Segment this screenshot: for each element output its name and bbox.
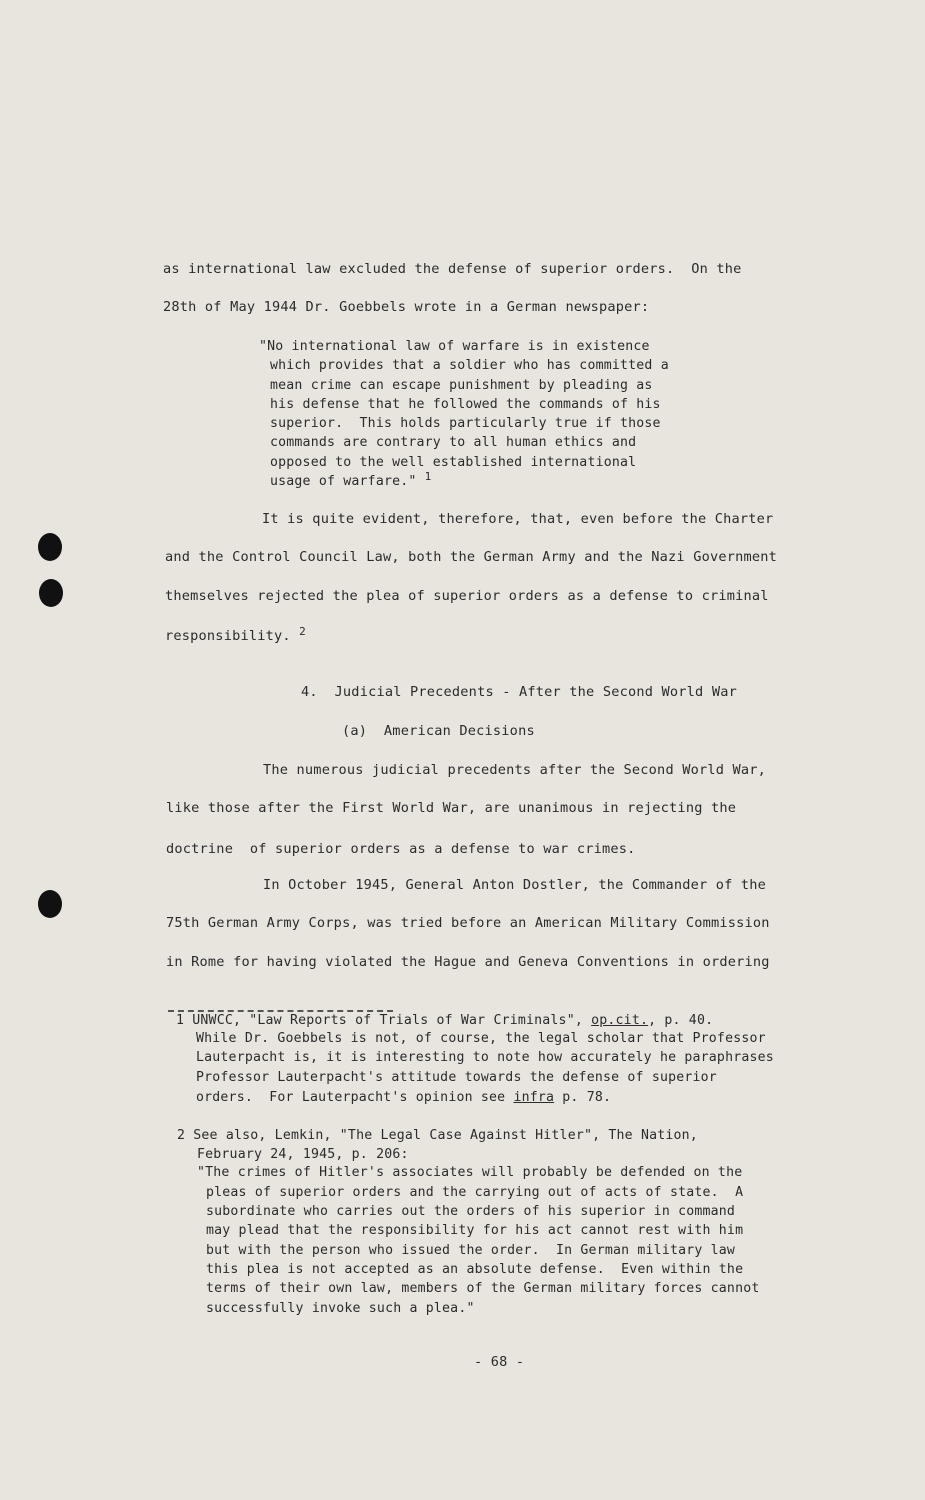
footnote-mark: 2 (177, 1128, 186, 1143)
footnote-1-line (176, 1012, 713, 1030)
footnote-text: UNWCC, "Law Reports of Trials of War Criminals", (192, 1013, 592, 1028)
body-line: as international law excluded the defense of superior orders. On the (163, 261, 742, 277)
footnote-2-line: successfully invoke such a plea." (206, 1301, 475, 1316)
footnote-2-line: may plead that the responsibility for his act cannot rest with him (206, 1223, 744, 1238)
footnote-ref-2: 2 (299, 625, 306, 638)
body-line: like those after the First World War, are unanimous in rejecting the (166, 800, 737, 816)
quote-line: his defense that he followed the commands of his (270, 397, 661, 412)
punch-hole-middle (39, 579, 63, 607)
body-line: 28th of May 1944 Dr. Goebbels wrote in a German newspaper: (163, 299, 650, 315)
footnote-1-line: Lauterpacht is, it is interesting to note how accurately he paraphrases (196, 1050, 774, 1065)
footnote-1-line: While Dr. Goebbels is not, of course, the legal scholar that Professor (196, 1031, 766, 1046)
punch-hole-top (38, 533, 62, 561)
footnote-citation: infra (513, 1090, 555, 1105)
quote-text: usage of warfare." (270, 474, 417, 489)
footnote-2-line (177, 1127, 698, 1145)
section-heading: 4. Judicial Precedents - After the Second World War (301, 684, 737, 700)
footnote-2-line: this plea is not accepted as an absolute defense. Even within the (206, 1262, 744, 1277)
footnote-2-line: terms of their own law, members of the German military forces cannot (206, 1281, 760, 1296)
footnote-2-line: "The crimes of Hitler's associates will probably be defended on the (197, 1165, 743, 1180)
body-text: responsibility. (165, 628, 291, 644)
body-line: It is quite evident, therefore, that, even before the Charter (262, 511, 774, 527)
footnote-ref-1: 1 (424, 470, 432, 483)
footnote-citation: op.cit. (591, 1013, 649, 1028)
footnote-2-line: subordinate who carries out the orders of his superior in command (206, 1204, 736, 1219)
quote-line: which provides that a soldier who has committed a (270, 358, 669, 373)
footnote-2-line: but with the person who issued the order. In German military law (206, 1243, 736, 1258)
page-number: - 68 - (474, 1354, 525, 1370)
punch-hole-bottom (38, 890, 62, 918)
subsection-heading: (a) American Decisions (342, 723, 535, 739)
footnote-text: , p. 40. (648, 1013, 714, 1028)
body-line: In October 1945, General Anton Dostler, the Commander of the (263, 877, 767, 893)
quote-line: commands are contrary to all human ethics and (270, 435, 637, 450)
footnote-2-line: February 24, 1945, p. 206: (197, 1147, 409, 1162)
body-line (165, 627, 306, 646)
quote-line: opposed to the well established international (270, 455, 637, 470)
body-line: and the Control Council Law, both the German Army and the Nazi Government (165, 549, 778, 565)
footnote-text: p. 78. (554, 1090, 612, 1105)
quote-line (270, 470, 432, 491)
footnote-text: See also, Lemkin, "The Legal Case Against Hitler", The Nation, (193, 1128, 698, 1143)
footnote-text: orders. For Lauterpacht's opinion see (196, 1090, 514, 1105)
footnote-1-line (196, 1089, 611, 1107)
body-line: 75th German Army Corps, was tried before an American Military Commission (166, 915, 770, 931)
footnote-2-line: pleas of superior orders and the carrying out of acts of state. A (206, 1185, 744, 1200)
body-line: themselves rejected the plea of superior orders as a defense to criminal (165, 588, 769, 604)
quote-line: "No international law of warfare is in existence (259, 339, 650, 354)
body-line: The numerous judicial precedents after the Second World War, (263, 762, 767, 778)
footnote-mark: 1 (176, 1013, 185, 1028)
quote-line: superior. This holds particularly true if those (270, 416, 661, 431)
body-line: doctrine of superior orders as a defense to war crimes. (166, 841, 636, 857)
quote-line: mean crime can escape punishment by pleading as (270, 378, 653, 393)
body-line: in Rome for having violated the Hague and Geneva Conventions in ordering (166, 954, 770, 970)
footnote-1-line: Professor Lauterpacht's attitude towards the defense of superior (196, 1070, 717, 1085)
